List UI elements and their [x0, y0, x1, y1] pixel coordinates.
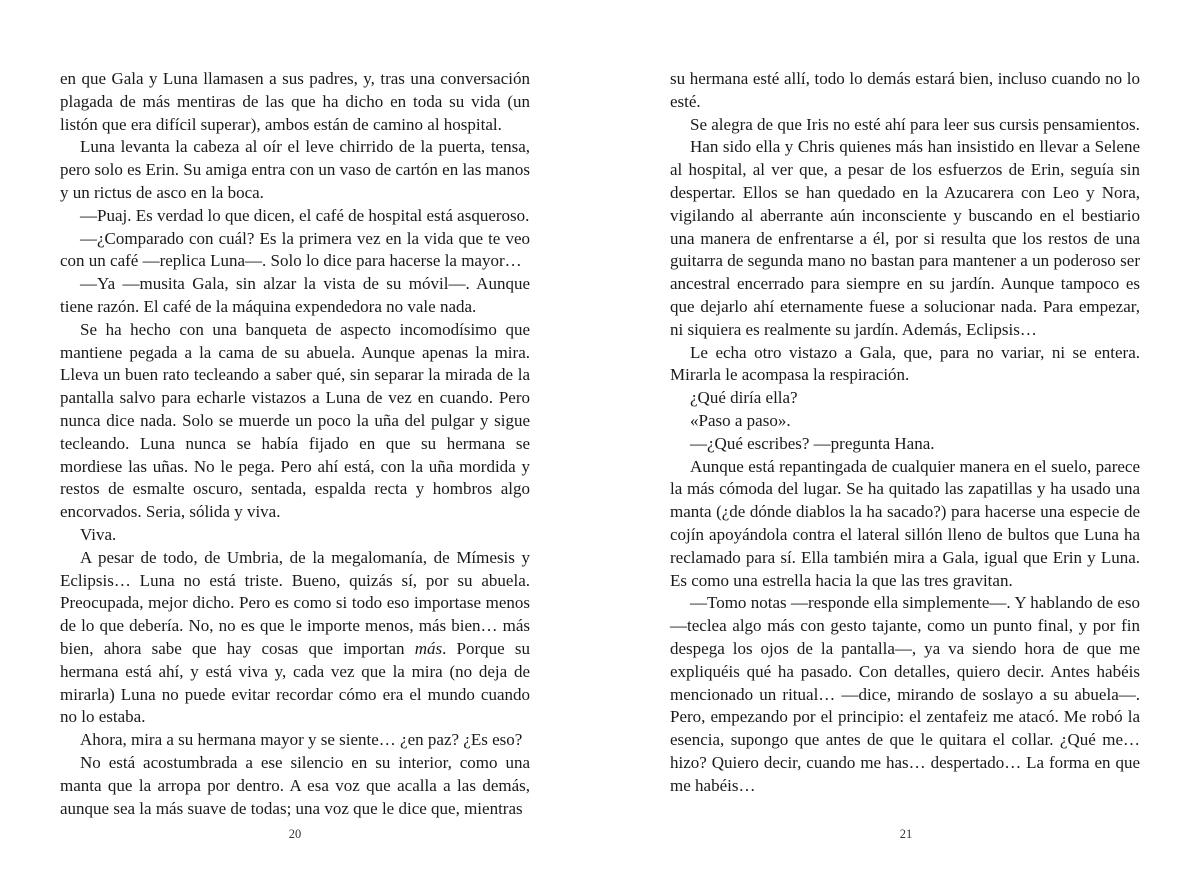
paragraph-text: . Porque su hermana está ahí, y está viva y, cada vez que la mira (no deja de mirarla) Luna no puede evitar recordar cómo era el mundo cuando no lo estaba.: [60, 638, 531, 727]
paragraph: su hermana esté allí, todo lo demás estará bien, incluso cuando no lo esté.: [670, 69, 1140, 111]
paragraph: Se ha hecho con una banqueta de aspecto incomodísimo que mantiene pegada a la cama de su abuela. Aunque apenas la mira. Lleva un buen rato tecleando a saber qué, sin separar la mirada de la pantalla salvo para echarle vistazos a Luna de vez en cuando. Pero nunca dice nada. Solo se muerde un poco la uña del pulgar y sigue tecleando. Luna nunca se había fijado en que su hermana se mordiese las uñas. No le pega. Pero ahí está, con la uña mordida y restos de esmalte oscuro, sentada, espalda recta y hombros algo encorvados. Seria, sólida y viva.: [60, 319, 530, 522]
paragraph: —Puaj. Es verdad lo que dicen, el café de hospital está asqueroso.: [80, 205, 530, 225]
paragraph-text: A pesar de todo, de Umbria, de la megalomanía, de Mímesis y Eclipsis… Luna no está triste. Bueno, quizás sí, por su abuela. Preocupada, mejor dicho. Pero es como si todo eso importase menos de lo que debería. No, no es que le importe menos, más bien… más bien, ahora sabe que hay cosas que importan: [60, 547, 530, 658]
paragraph: en que Gala y Luna llamasen a sus padres, y, tras una conversación plagada de más mentiras de las que ha dicho en toda su vida (un listón que era difícil superar), ambos están de camino al hospital.: [60, 69, 530, 134]
paragraph: Viva.: [80, 524, 117, 544]
page-number: 21: [899, 827, 913, 841]
paragraph: —¿Qué escribes? —pregunta Hana.: [690, 433, 935, 453]
paragraph: Han sido ella y Chris quienes más han insistido en llevar a Selene al hospital, al ver que, a pesar de los esfuerzos de Erin, seguía sin despertar. Ellos se han quedado en la Azucarera con Leo y Nora, vigilando al aberrante aún inconsciente y buscando en el bestiario una manera de enfrentarse a él, por si resulta que los restos de una guitarra de segunda mano no bastan para mantener a un poderoso ser ancestral encerrado para siempre en su jardín. Aunque tampoco es que dejarlo ahí eternamente fuese a solucionar nada. Para empezar, ni siquiera es realmente su jardín. Además, Eclipsis…: [670, 137, 1140, 339]
page-number: 20: [288, 827, 302, 841]
paragraph: —Ya —musita Gala, sin alzar la vista de su móvil—. Aunque tiene razón. El café de la máquina expendedora no vale nada.: [60, 274, 530, 316]
paragraph: —Tomo notas —responde ella simplemente—. Y hablando de eso —teclea algo más con gesto tajante, como un punto final, y por fin despega los ojos de la pantalla—, ya va siendo hora de que me expliquéis qué ha pasado. Con detalles, quiero decir. Antes habéis mencionado un ritual… —dice, mirando de soslayo a su abuela—. Pero, empezando por el principio: el zentafeiz me atacó. Me robó la esencia, supongo que antes de que le quitara el collar. ¿Qué me… hizo? Quiero decir, cuando me has… despertado… La forma en que me habéis…: [670, 593, 1140, 795]
paragraph: Se alegra de que Iris no esté ahí para leer sus cursis pensamientos.: [690, 114, 1140, 134]
right-page: [670, 68, 1140, 798]
paragraph: Ahora, mira a su hermana mayor y se siente… ¿en paz? ¿Es eso?: [80, 730, 523, 750]
paragraph: ¿Qué diría ella?: [690, 388, 798, 408]
paragraph: Luna levanta la cabeza al oír el leve chirrido de la puerta, tensa, pero solo es Erin. Su amiga entra con un vaso de cartón en las manos y un rictus de asco en la boca.: [60, 137, 530, 202]
paragraph: —¿Comparado con cuál? Es la primera vez en la vida que te veo con un café —replica Luna—. Solo lo dice para hacerse la mayor…: [60, 228, 530, 271]
paragraph: «Paso a paso».: [690, 410, 791, 430]
paragraph: No está acostumbrada a ese silencio en su interior, como una manta que la arropa por dentro. A esa voz que acalla a las demás, aunque sea la más suave de todas; una voz que le dice que, mientras: [60, 752, 530, 818]
paragraph: Aunque está repantingada de cualquier manera en el suelo, parece la más cómoda del lugar. Se ha quitado las zapatillas y ha usado una manta (¿de dónde diablos la ha sacado?) para hacerse una especie de cojín apoyándola contra el lateral sillón lleno de bultos que Luna ha reclamado para sí. Ella también mira a Gala, igual que Erin y Luna. Es como una estrella hacia la que las tres gravitan.: [670, 456, 1140, 590]
emphasized-word: más: [414, 638, 443, 658]
left-page: [60, 68, 530, 820]
paragraph: [60, 547, 530, 729]
paragraph: Le echa otro vistazo a Gala, que, para no variar, ni se entera. Mirarla le acompasa la respiración.: [670, 342, 1140, 385]
